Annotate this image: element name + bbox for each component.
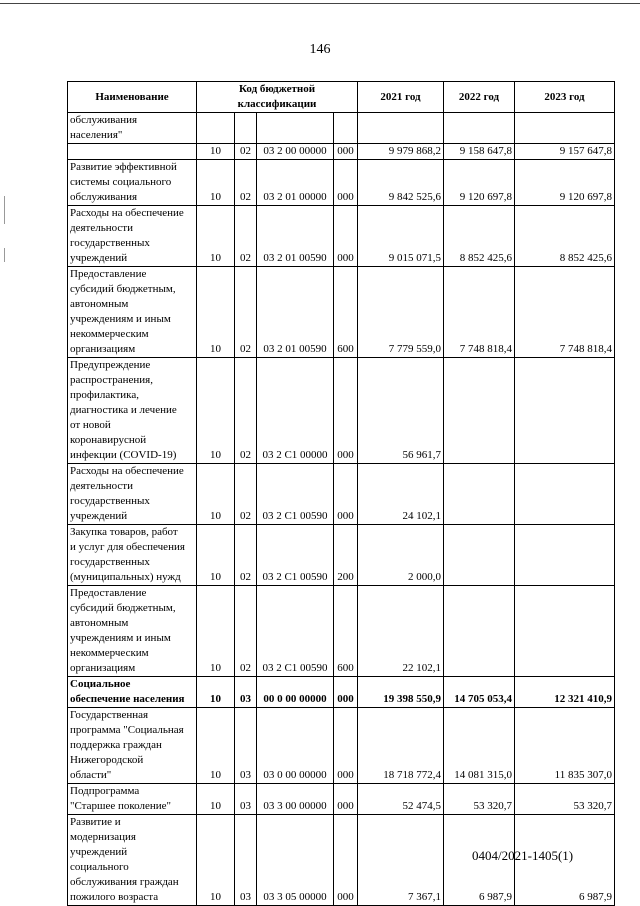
cell-2021: 7 367,1 — [358, 815, 444, 906]
table-row — [68, 677, 615, 708]
table-row — [68, 525, 615, 586]
cell-2023 — [515, 586, 615, 677]
cell-target-article: 03 0 00 00000 — [257, 708, 334, 784]
cell-name: Государственная программа "Социальная поддержка граждан Нижегородской области" — [68, 708, 197, 784]
cell-target-article: 00 0 00 00000 — [257, 677, 334, 708]
cell-name: Развитие эффективной системы социального обслуживания — [68, 160, 197, 206]
cell-2021: 22 102,1 — [358, 586, 444, 677]
document-code: 0404/2021-1405(1) — [472, 848, 574, 863]
cell-2022: 14 081 315,0 — [444, 708, 515, 784]
cell-target-article: 03 2 00 00000 — [257, 144, 334, 160]
cell-2023: 9 157 647,8 — [515, 144, 615, 160]
cell-expense-type: 000 — [334, 815, 358, 906]
cell-2022 — [444, 464, 515, 525]
cell-2022: 8 852 425,6 — [444, 206, 515, 267]
cell-subsection: 03 — [235, 708, 257, 784]
cell-subsection: 02 — [235, 267, 257, 358]
cell-section: 10 — [197, 160, 235, 206]
cell-name: обслуживания населения" — [68, 113, 197, 144]
cell-2022: 9 120 697,8 — [444, 160, 515, 206]
header-code: Код бюджетной классификации — [197, 82, 358, 113]
table-row — [68, 267, 615, 358]
cell-target-article: 03 2 01 00590 — [257, 206, 334, 267]
cell-2023 — [515, 113, 615, 144]
cell-2022 — [444, 525, 515, 586]
binding-mark — [4, 248, 5, 262]
cell-section: 10 — [197, 144, 235, 160]
cell-section — [197, 113, 235, 144]
binding-mark — [4, 196, 5, 224]
cell-target-article: 03 2 01 00000 — [257, 160, 334, 206]
cell-2022: 6 987,9 — [444, 815, 515, 906]
cell-target-article: 03 3 00 00000 — [257, 784, 334, 815]
cell-expense-type: 000 — [334, 144, 358, 160]
cell-target-article: 03 2 С1 00590 — [257, 525, 334, 586]
cell-2023: 11 835 307,0 — [515, 708, 615, 784]
header-name: Наименование — [68, 82, 197, 113]
cell-subsection: 02 — [235, 160, 257, 206]
cell-section: 10 — [197, 206, 235, 267]
cell-name: Предоставление субсидий бюджетным, автономным учреждениям и иным некоммерческим организациям — [68, 586, 197, 677]
cell-target-article — [257, 113, 334, 144]
table-row — [68, 206, 615, 267]
cell-section: 10 — [197, 586, 235, 677]
table-row — [68, 784, 615, 815]
table-row — [68, 113, 615, 144]
cell-section: 10 — [197, 358, 235, 464]
cell-2023 — [515, 464, 615, 525]
cell-2023 — [515, 525, 615, 586]
cell-name: Расходы на обеспечение деятельности государственных учреждений — [68, 206, 197, 267]
table-row — [68, 160, 615, 206]
cell-subsection — [235, 113, 257, 144]
cell-2023: 6 987,9 — [515, 815, 615, 906]
table-row — [68, 144, 615, 160]
cell-expense-type: 600 — [334, 267, 358, 358]
cell-2022 — [444, 113, 515, 144]
cell-expense-type: 000 — [334, 206, 358, 267]
cell-subsection: 03 — [235, 815, 257, 906]
cell-name: Подпрограмма "Старшее поколение" — [68, 784, 197, 815]
cell-2021: 7 779 559,0 — [358, 267, 444, 358]
cell-2022 — [444, 586, 515, 677]
cell-section: 10 — [197, 708, 235, 784]
cell-subsection: 02 — [235, 525, 257, 586]
cell-target-article: 03 2 С1 00590 — [257, 464, 334, 525]
cell-expense-type: 600 — [334, 586, 358, 677]
cell-2023: 53 320,7 — [515, 784, 615, 815]
cell-target-article: 03 2 С1 00000 — [257, 358, 334, 464]
cell-name: Предоставление субсидий бюджетным, автономным учреждениям и иным некоммерческим организациям — [68, 267, 197, 358]
cell-name: Предупреждение распространения, профилактика, диагностика и лечение от новой коронавирусной инфекции (COVID-19) — [68, 358, 197, 464]
table-body — [68, 113, 615, 906]
cell-subsection: 02 — [235, 586, 257, 677]
table-row — [68, 586, 615, 677]
cell-expense-type: 000 — [334, 708, 358, 784]
cell-subsection: 02 — [235, 464, 257, 525]
cell-section: 10 — [197, 784, 235, 815]
cell-subsection: 02 — [235, 144, 257, 160]
table-row — [68, 708, 615, 784]
cell-section: 10 — [197, 267, 235, 358]
cell-2023: 9 120 697,8 — [515, 160, 615, 206]
cell-target-article: 03 2 01 00590 — [257, 267, 334, 358]
cell-2021: 9 015 071,5 — [358, 206, 444, 267]
cell-expense-type: 000 — [334, 358, 358, 464]
cell-name: Закупка товаров, работ и услуг для обеспечения государственных (муниципальных) нужд — [68, 525, 197, 586]
cell-2023: 12 321 410,9 — [515, 677, 615, 708]
cell-2022: 53 320,7 — [444, 784, 515, 815]
page-number: 146 — [309, 42, 331, 57]
budget-table — [67, 81, 615, 906]
cell-2021: 19 398 550,9 — [358, 677, 444, 708]
cell-2022: 7 748 818,4 — [444, 267, 515, 358]
header-2021: 2021 год — [358, 82, 444, 113]
cell-name: Расходы на обеспечение деятельности государственных учреждений — [68, 464, 197, 525]
cell-target-article: 03 2 С1 00590 — [257, 586, 334, 677]
cell-2021: 9 979 868,2 — [358, 144, 444, 160]
cell-name: Развитие и модернизация учреждений социального обслуживания граждан пожилого возраста — [68, 815, 197, 906]
cell-expense-type: 200 — [334, 525, 358, 586]
cell-2021: 2 000,0 — [358, 525, 444, 586]
cell-2021: 24 102,1 — [358, 464, 444, 525]
cell-2023: 7 748 818,4 — [515, 267, 615, 358]
cell-expense-type: 000 — [334, 464, 358, 525]
cell-section: 10 — [197, 815, 235, 906]
cell-2021 — [358, 113, 444, 144]
cell-target-article: 03 3 05 00000 — [257, 815, 334, 906]
cell-section: 10 — [197, 677, 235, 708]
cell-subsection: 03 — [235, 677, 257, 708]
table-row — [68, 358, 615, 464]
table-header-row — [68, 82, 615, 113]
cell-2022: 9 158 647,8 — [444, 144, 515, 160]
cell-2021: 9 842 525,6 — [358, 160, 444, 206]
header-2023: 2023 год — [515, 82, 615, 113]
cell-subsection: 02 — [235, 358, 257, 464]
cell-2022 — [444, 358, 515, 464]
cell-expense-type: 000 — [334, 677, 358, 708]
cell-expense-type: 000 — [334, 784, 358, 815]
cell-2021: 56 961,7 — [358, 358, 444, 464]
cell-expense-type: 000 — [334, 160, 358, 206]
cell-section: 10 — [197, 464, 235, 525]
cell-name — [68, 144, 197, 160]
cell-2022: 14 705 053,4 — [444, 677, 515, 708]
cell-2021: 18 718 772,4 — [358, 708, 444, 784]
cell-section: 10 — [197, 525, 235, 586]
cell-name: Социальное обеспечение населения — [68, 677, 197, 708]
cell-2023 — [515, 358, 615, 464]
table-row — [68, 464, 615, 525]
header-2022: 2022 год — [444, 82, 515, 113]
top-rule — [0, 3, 640, 4]
cell-2023: 8 852 425,6 — [515, 206, 615, 267]
cell-expense-type — [334, 113, 358, 144]
cell-2021: 52 474,5 — [358, 784, 444, 815]
cell-subsection: 03 — [235, 784, 257, 815]
cell-subsection: 02 — [235, 206, 257, 267]
